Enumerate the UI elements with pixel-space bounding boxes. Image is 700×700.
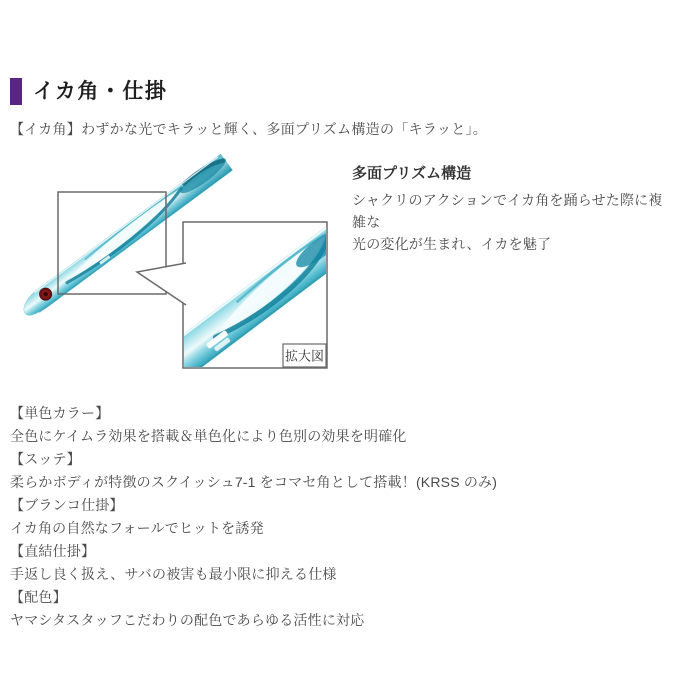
feature-heading: 【ブランコ仕掛】 — [10, 497, 124, 513]
feature-item — [10, 586, 670, 632]
prism-line-1: シャクリのアクションでイカ角を踊らせた際に複雑な — [352, 192, 663, 230]
feature-item — [10, 540, 670, 586]
inset-label-text: 拡大図 — [284, 348, 325, 364]
feature-body: イカ角の自然なフォールでヒットを誘発 — [10, 520, 264, 536]
callout-pointer — [137, 263, 186, 305]
feature-item — [10, 448, 670, 494]
feature-body: ヤマシタスタッフこだわりの配色であらゆる活性に対応 — [10, 612, 365, 628]
feature-body: 柔らかボディが特徴のスクイッシュ7-1 をコマセ角として搭載！(KRSS のみ) — [10, 474, 498, 490]
feature-body: 全色にケイムラ効果を搭載＆単色化により色別の効果を明確化 — [10, 428, 407, 444]
features-list — [10, 402, 670, 632]
jig-illustration — [0, 148, 345, 398]
prism-title: 多面プリズム構造 — [352, 165, 472, 182]
feature-item — [10, 494, 670, 540]
feature-heading: 【スッテ】 — [10, 451, 81, 467]
product-figure — [0, 148, 345, 398]
prism-structure-block — [352, 162, 674, 255]
feature-item — [10, 402, 670, 448]
accent-bar — [10, 78, 22, 105]
feature-body: 手返し良く扱え、サバの被害も最小限に抑える仕様 — [10, 566, 337, 582]
section-header — [10, 78, 167, 105]
page-title: イカ角・仕掛 — [33, 80, 168, 103]
intro-text: 【イカ角】わずかな光でキラッと輝く、多面プリズム構造の「キラッと」。 — [10, 121, 488, 137]
feature-heading: 【単色カラー】 — [10, 405, 110, 421]
feature-heading: 【直結仕掛】 — [10, 543, 96, 559]
prism-line-2: 光の変化が生まれ、イカを魅了 — [352, 236, 552, 252]
feature-heading: 【配色】 — [10, 589, 67, 605]
